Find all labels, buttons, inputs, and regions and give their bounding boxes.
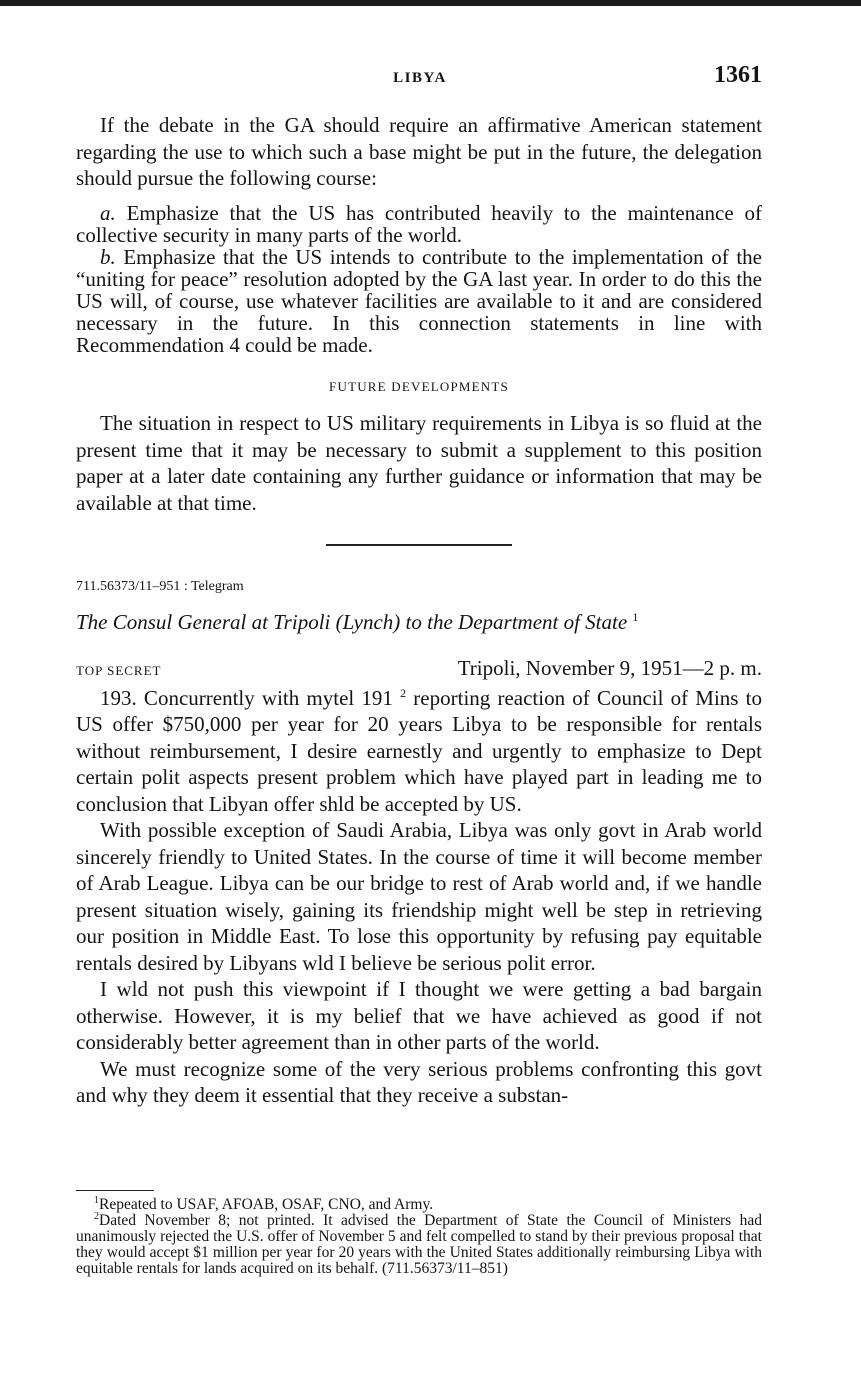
footnotes: [76, 1190, 762, 1277]
footnote-2: [76, 1210, 762, 1277]
list-item-a-label: a.: [100, 200, 116, 225]
list-item-a-text: Emphasize that the US has contributed heavily to the maintenance of collective security in many parts of the world.: [76, 200, 762, 247]
footnote-2-text: Dated November 8; not printed. It advised the Department of State the Council of Ministers had unanimously rejected the U.S. offer of November 5 and felt compelled to stand by their previous proposal that they would accept $1 million per year for 20 years with the United States additionally reimbursing Libya with equitable rentals for lands acquired on its behalf. (711.56373/11–851): [76, 1212, 762, 1277]
list-item-b-text: Emphasize that the US intends to contribute to the implementation of the “uniting for peace” resolution adopted by the GA last year. In order to do this the US will, of course, use whatever facilities are available to it and are considered necessary in the future. In this connection statements in line with Recommendation 4 could be made.: [76, 244, 762, 357]
p1-footnote-ref: 2: [400, 685, 407, 700]
p1-start: 193. Concurrently with mytel 191: [100, 685, 393, 710]
telegram-paragraph-3: I wld not push this viewpoint if I thought we were getting a bad bargain otherwise. However, it is my belief that we have achieved as good if not considerably better agreement than in other parts of the world.: [76, 977, 762, 1054]
footnote-rule: [76, 1190, 154, 1191]
list-item-b-label: b.: [100, 244, 116, 269]
page-body: [76, 112, 762, 1109]
footnote-1: [76, 1194, 762, 1213]
page-header: [78, 62, 762, 96]
course-list: [76, 202, 762, 356]
telegram-paragraph-1: [76, 685, 762, 818]
section-heading: FUTURE DEVELOPMENTS: [329, 378, 509, 394]
place-date: Tripoli, November 9, 1951—2 p. m.: [457, 656, 762, 680]
list-item-a: [76, 202, 762, 246]
telegram-paragraph-2: With possible exception of Saudi Arabia, Libya was only govt in Arab world sincerely friendly to United States. In the course of time it will become member of Arab League. Libya can be our bridge to rest of Arab world and, if we handle present situation wisely, gaining its friendship might well be step in retrieving our position in Middle East. To lose this opportunity by refusing pay equitable rentals desired by Libyans wld I believe be serious polit error.: [76, 818, 762, 975]
footnote-2-mark: 2: [94, 1210, 99, 1222]
classification-label: TOP SECRET: [76, 663, 162, 678]
running-head: LIBYA: [393, 70, 447, 86]
dateline: [76, 655, 762, 685]
list-item-b: [76, 246, 762, 356]
page-number: 1361: [714, 62, 762, 88]
top-border-rule: [0, 0, 861, 6]
document-title: [76, 609, 762, 636]
document-title-text: The Consul General at Tripoli (Lynch) to the Department of State: [76, 609, 628, 634]
title-footnote-ref: 1: [632, 609, 639, 624]
file-reference: 711.56373/11–951 : Telegram: [76, 579, 244, 594]
footnote-1-text: Repeated to USAF, AFOAB, OSAF, CNO, and Army.: [99, 1196, 434, 1213]
section-divider: [326, 544, 512, 546]
intro-paragraph: If the debate in the GA should require an affirmative American statement regarding the use to which such a base might be put in the future, the delegation should pursue the following course:: [76, 113, 762, 190]
footnote-1-mark: 1: [94, 1194, 99, 1206]
telegram-paragraph-4: We must recognize some of the very serious problems confronting this govt and why they deem it essential that they receive a substan-: [76, 1056, 762, 1107]
future-developments-paragraph: The situation in respect to US military requirements in Libya is so fluid at the present time that it may be necessary to submit a supplement to this position paper at a later date containing any further guidance or information that may be available at that time.: [76, 411, 762, 515]
p1-rest: reporting reaction of Council of Mins to US offer $750,000 per year for 20 years Libya to be responsible for rentals without reimbursement, I desire earnestly and urgently to emphasize to Dept certain polit aspects present problem which have played part in leading me to conclusion that Libyan offer shld be accepted by US.: [76, 685, 762, 816]
